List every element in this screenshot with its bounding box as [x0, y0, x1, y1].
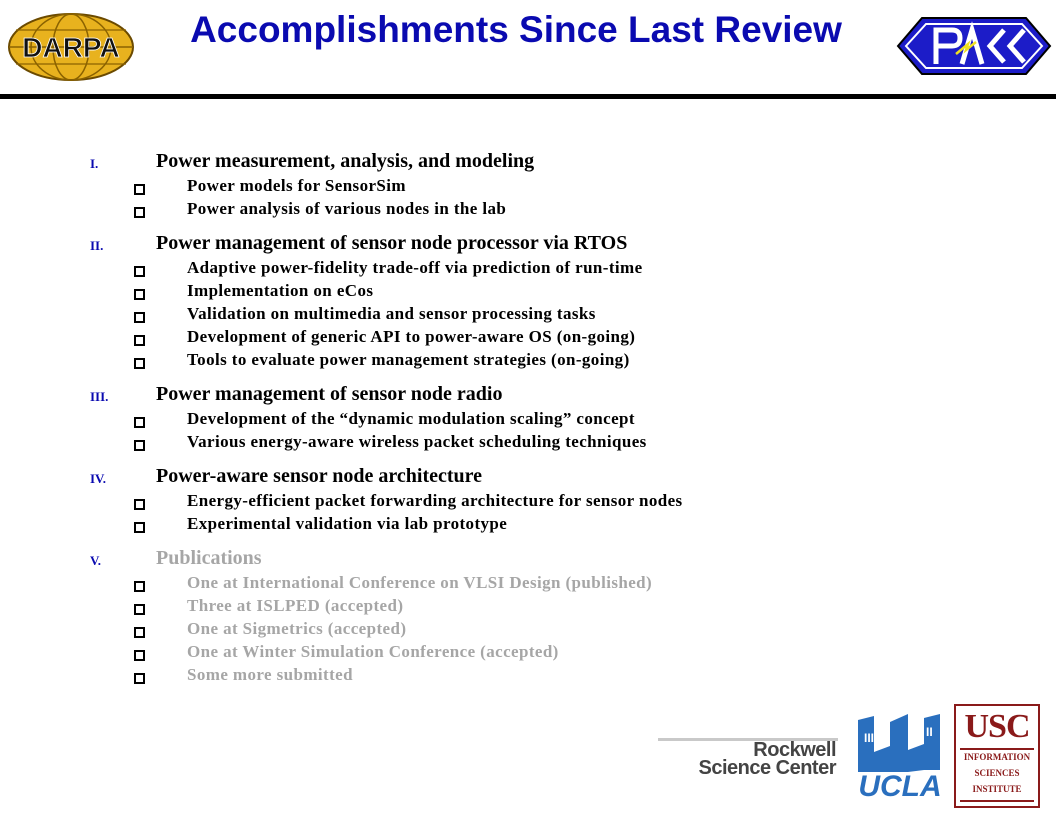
list-item: Various energy-aware wireless packet scheduling techniques — [90, 431, 990, 454]
darpa-logo — [6, 12, 136, 82]
list-item: Energy-efficient packet forwarding architecture for sensor nodes — [90, 490, 990, 513]
square-bullet-icon — [134, 417, 145, 428]
list-item: Some more submitted — [90, 664, 990, 687]
isi-line-1: INFORMATION — [963, 752, 1031, 762]
section-number: IV. — [90, 471, 107, 486]
section-heading: Power management of sensor node processor via RTOS — [156, 232, 628, 254]
section-heading: Power measurement, analysis, and modeling — [156, 150, 535, 172]
square-bullet-icon — [134, 312, 145, 323]
list-item: Tools to evaluate power management strategies (on-going) — [90, 349, 990, 372]
section-heading: Power-aware sensor node architecture — [156, 465, 483, 487]
section-2 — [90, 230, 990, 372]
section-5 — [90, 545, 990, 687]
section-3 — [90, 381, 990, 454]
section-number: I. — [90, 156, 99, 171]
section-4 — [90, 463, 990, 536]
list-item: Power analysis of various nodes in the lab — [90, 198, 990, 221]
list-item: Experimental validation via lab prototype — [90, 513, 990, 536]
pacc-logo — [896, 14, 1052, 78]
square-bullet-icon — [134, 581, 145, 592]
square-bullet-icon — [134, 673, 145, 684]
rockwell-logo — [658, 738, 838, 780]
square-bullet-icon — [134, 440, 145, 451]
rockwell-text: Rockwell — [753, 739, 836, 761]
section-number: III. — [90, 389, 109, 404]
square-bullet-icon — [134, 522, 145, 533]
section-number: II. — [90, 238, 104, 253]
list-item: Adaptive power-fidelity trade-off via prediction of run-time — [90, 257, 990, 280]
list-item: Three at ISLPED (accepted) — [90, 595, 990, 618]
isi-line-2: SCIENCES — [974, 768, 1020, 778]
ucla-logo — [854, 712, 944, 802]
svg-text:II: II — [926, 725, 933, 739]
list-item: One at International Conference on VLSI Design (published) — [90, 572, 990, 595]
list-item: Development of the “dynamic modulation scaling” concept — [90, 408, 990, 431]
darpa-text: DARPA — [22, 32, 120, 63]
square-bullet-icon — [134, 289, 145, 300]
usc-text: USC — [964, 708, 1030, 745]
square-bullet-icon — [134, 604, 145, 615]
section-heading: Publications — [156, 547, 262, 569]
science-center-text: Science Center — [698, 757, 836, 779]
square-bullet-icon — [134, 358, 145, 369]
list-item: One at Sigmetrics (accepted) — [90, 618, 990, 641]
list-item: One at Winter Simulation Conference (accepted) — [90, 641, 990, 664]
outline — [90, 148, 990, 696]
section-number: V. — [90, 553, 101, 568]
section-1 — [90, 148, 990, 221]
svg-text:III: III — [864, 731, 875, 745]
list-item: Development of generic API to power-aware OS (on-going) — [90, 326, 990, 349]
usc-isi-logo — [954, 704, 1040, 808]
list-item: Power models for SensorSim — [90, 175, 990, 198]
square-bullet-icon — [134, 184, 145, 195]
page-title: Accomplishments Since Last Review — [190, 9, 842, 50]
square-bullet-icon — [134, 627, 145, 638]
title-divider — [0, 94, 1056, 99]
list-item: Validation on multimedia and sensor processing tasks — [90, 303, 990, 326]
square-bullet-icon — [134, 335, 145, 346]
ucla-text: UCLA — [858, 770, 942, 802]
square-bullet-icon — [134, 207, 145, 218]
isi-line-3: INSTITUTE — [972, 784, 1022, 794]
square-bullet-icon — [134, 499, 145, 510]
square-bullet-icon — [134, 266, 145, 277]
section-heading: Power management of sensor node radio — [156, 383, 503, 405]
square-bullet-icon — [134, 650, 145, 661]
list-item: Implementation on eCos — [90, 280, 990, 303]
